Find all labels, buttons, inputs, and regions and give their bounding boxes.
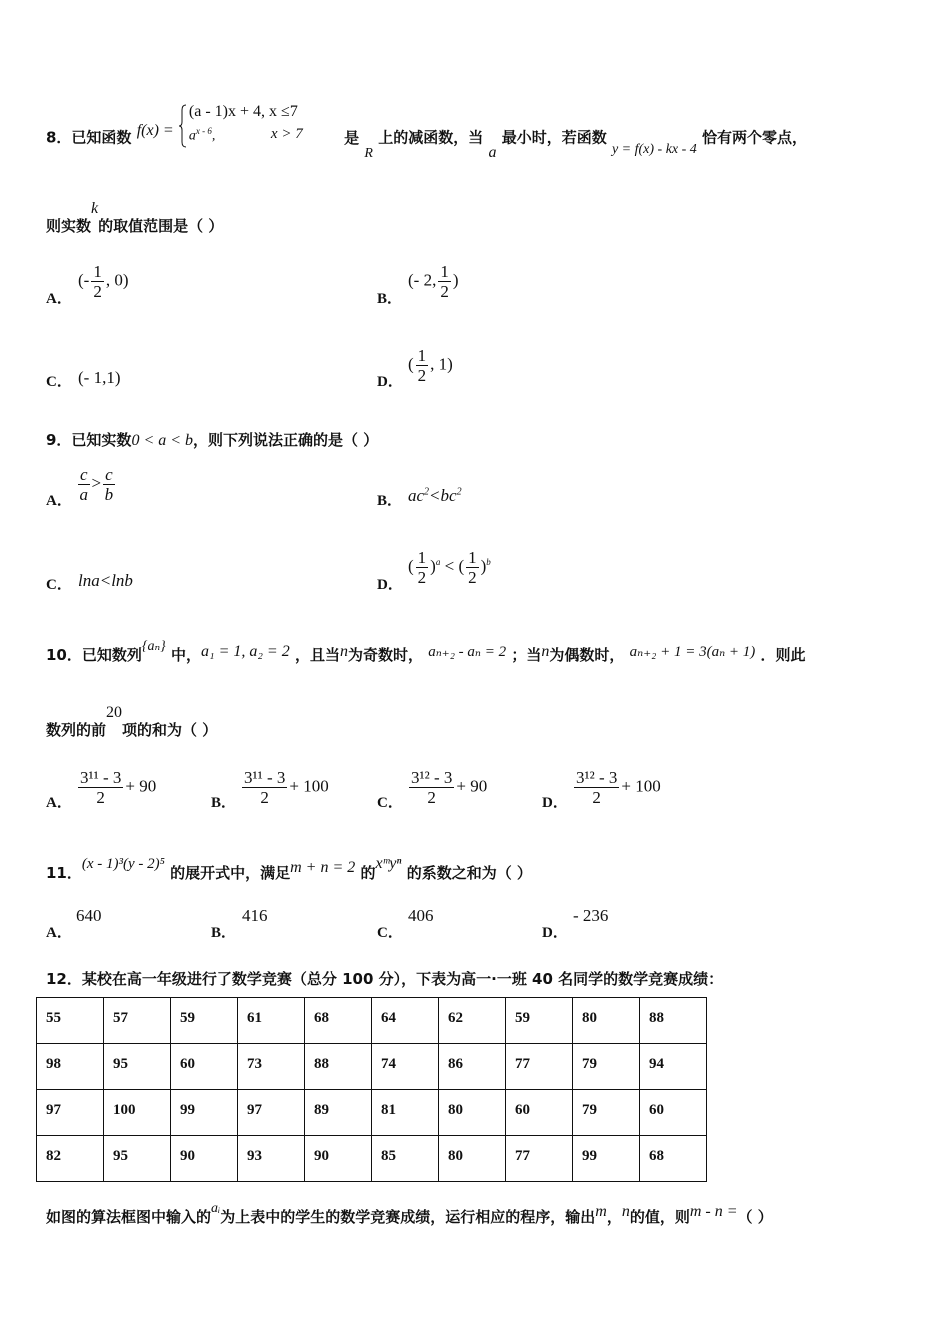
table-cell: 85: [372, 1136, 439, 1182]
table-row: [37, 1044, 707, 1090]
q8-piecewise: [179, 103, 327, 158]
q10-sequence: {aₙ}: [141, 639, 166, 654]
table-cell: 86: [439, 1044, 506, 1090]
q11-option-b[interactable]: 416: [242, 906, 268, 925]
q10-twenty: 20: [106, 704, 123, 721]
q12-intro: 12．某校在高一年级进行了数学竞赛（总分 100 分），下表为高一·一班 40 名同学的数学竞赛成绩：: [46, 970, 724, 988]
q11-option-c[interactable]: 406: [408, 906, 434, 925]
table-cell: 95: [104, 1136, 171, 1182]
q8-option-a[interactable]: (- $\frac{1}{2}$ , 0): [78, 262, 129, 301]
table-cell: 60: [171, 1044, 238, 1090]
q9-option-b-label: B．: [377, 493, 403, 509]
table-cell: 73: [238, 1044, 305, 1090]
table-cell: 59: [506, 998, 573, 1044]
q9-option-d[interactable]: ( $\frac{1}{2}$ )$^a$ < ( $\frac{1}{2}$ )$^b$: [408, 548, 491, 587]
table-cell: 61: [238, 998, 305, 1044]
table-cell: 77: [506, 1044, 573, 1090]
q9-option-a[interactable]: $\frac{c}{a}$ > $\frac{c}{b}$: [79, 465, 114, 504]
table-cell: 99: [171, 1090, 238, 1136]
q10-option-c-label: C．: [377, 795, 403, 811]
q8-number: 8．已知函数: [46, 128, 132, 147]
table-cell: 81: [372, 1090, 439, 1136]
q12-line-after: 如图的算法框图中输入的aᵢ为上表中的学生的数学竞赛成绩，运行相应的程序，输出m，n的值，则m - n =（ ）: [46, 1201, 773, 1226]
table-cell: 94: [640, 1044, 707, 1090]
q8-a: a: [488, 143, 497, 161]
q11-condition: m + n = 2: [290, 859, 356, 876]
q11-term: xᵐyⁿ: [375, 855, 402, 872]
table-cell: 62: [439, 998, 506, 1044]
q11-expression: (x - 1)³(y - 2)⁵: [81, 856, 165, 872]
q10-line2: 数列的前20项的和为（ ）: [46, 704, 218, 739]
q8-option-c-label: C．: [46, 374, 72, 390]
q8-line2: 则实数k的取值范围是（ ）: [46, 200, 224, 235]
q10-initial: a₁ = 1, a₂ = 2: [201, 643, 290, 660]
q11-option-b-label: B．: [211, 925, 237, 941]
q11-option-c-label: C．: [377, 925, 403, 941]
q10-option-a-label: A．: [46, 795, 72, 811]
table-cell: 93: [238, 1136, 305, 1182]
table-cell: 60: [506, 1090, 573, 1136]
q10-option-a[interactable]: $\frac{\text{3¹¹ - 3}}{2}$ + 90: [80, 768, 157, 807]
table-cell: 89: [305, 1090, 372, 1136]
q9-option-c[interactable]: lna<lnb: [78, 571, 133, 590]
q8-R: R: [364, 145, 373, 161]
q12-ai: aᵢ: [211, 1201, 221, 1216]
q10-n: n: [339, 643, 348, 660]
q8-piece1: (a - 1)x + 4, x ≤7: [188, 103, 298, 120]
table-cell: 74: [372, 1044, 439, 1090]
table-cell: 80: [573, 998, 640, 1044]
table-cell: 88: [305, 1044, 372, 1090]
scores-table-body: [37, 998, 707, 1182]
table-cell: 82: [37, 1136, 104, 1182]
table-cell: 60: [640, 1090, 707, 1136]
table-cell: 68: [305, 998, 372, 1044]
table-row: [37, 1090, 707, 1136]
q10-option-d[interactable]: $\frac{\text{3¹² - 3}}{2}$ + 100: [576, 768, 661, 807]
scores-table: [36, 997, 707, 1182]
q8-fx: f(x) =: [136, 121, 174, 139]
table-cell: 100: [104, 1090, 171, 1136]
q10-n-2: n: [541, 643, 550, 660]
q9-condition: 0 < a < b: [131, 432, 194, 449]
table-cell: 97: [37, 1090, 104, 1136]
table-cell: 79: [573, 1044, 640, 1090]
q11-option-a[interactable]: 640: [76, 906, 102, 925]
table-cell: 57: [104, 998, 171, 1044]
q8-option-b-label: B．: [377, 291, 403, 307]
q11-option-d-label: D．: [542, 925, 568, 941]
q10-option-b[interactable]: $\frac{\text{3¹¹ - 3}}{2}$ + 100: [244, 768, 329, 807]
q9-option-a-label: A．: [46, 493, 72, 509]
q11-option-d[interactable]: - 236: [573, 906, 609, 925]
table-cell: 80: [439, 1090, 506, 1136]
q9-option-d-label: D．: [377, 577, 403, 593]
q10-option-c[interactable]: $\frac{\text{3¹² - 3}}{2}$ + 90: [411, 768, 488, 807]
table-cell: 99: [573, 1136, 640, 1182]
q8-k: k: [91, 200, 99, 217]
q10-option-d-label: D．: [542, 795, 568, 811]
q12-m-minus-n: m - n =: [689, 1203, 738, 1220]
table-cell: 98: [37, 1044, 104, 1090]
q9-option-b[interactable]: $ac^2<bc^2$: [408, 486, 462, 505]
table-cell: 95: [104, 1044, 171, 1090]
q9-option-c-label: C．: [46, 577, 72, 593]
q8-option-b[interactable]: (- 2, $\frac{1}{2}$ ): [408, 262, 459, 301]
table-cell: 90: [171, 1136, 238, 1182]
q12-m: m: [595, 1203, 607, 1220]
table-cell: 88: [640, 998, 707, 1044]
table-cell: 90: [305, 1136, 372, 1182]
table-cell: 79: [573, 1090, 640, 1136]
q11-line1: 11．(x - 1)³(y - 2)⁵ 的展开式中，满足m + n = 2 的xᵐyⁿ 的系数之和为（ ）: [46, 855, 532, 882]
table-cell: 68: [640, 1136, 707, 1182]
table-cell: 97: [238, 1090, 305, 1136]
table-row: [37, 998, 707, 1044]
table-cell: 77: [506, 1136, 573, 1182]
q12-n: n: [621, 1203, 630, 1220]
q8-option-d-label: D．: [377, 374, 403, 390]
table-cell: 59: [171, 998, 238, 1044]
table-cell: 80: [439, 1136, 506, 1182]
table-row: [37, 1136, 707, 1182]
table-cell: 64: [372, 998, 439, 1044]
table-cell: 55: [37, 998, 104, 1044]
q8-option-c[interactable]: (- 1,1): [78, 368, 121, 387]
q8-option-a-label: A．: [46, 291, 72, 307]
q10-odd-rule: aₙ₊₂ - aₙ = 2: [428, 644, 507, 660]
q8-option-d[interactable]: ( $\frac{1}{2}$ , 1): [408, 346, 453, 385]
q8-y: y = f(x) - kx - 4: [611, 141, 697, 157]
q9-line1: 9．已知实数0 < a < b，则下列说法正确的是（ ）: [46, 431, 379, 449]
q8-line1: 8．已知函数 f(x) = (a - 1)x + 4, x ≤7 $a^{x - 6}$, x > 7 是 R 上的减函数，当 a 最小时，若函数 y = f(x) - kx - 4 恰有两个零点，: [46, 103, 808, 161]
q10-even-rule: aₙ₊₂ + 1 = 3(aₙ + 1): [629, 644, 756, 660]
q8-piece2: $a^{x - 6}$,: [188, 126, 216, 144]
q10-line1: 10．已知数列{aₙ} 中，a₁ = 1, a₂ = 2 ，且当n为奇数时， aₙ₊₂ - aₙ = 2 ；当n为偶数时， aₙ₊₂ + 1 = 3(aₙ + 1) ．则此: [46, 639, 806, 664]
q11-option-a-label: A．: [46, 925, 72, 941]
brace-icon: [179, 104, 187, 148]
q10-option-b-label: B．: [211, 795, 237, 811]
q8-piece2-cond: x > 7: [270, 126, 303, 142]
